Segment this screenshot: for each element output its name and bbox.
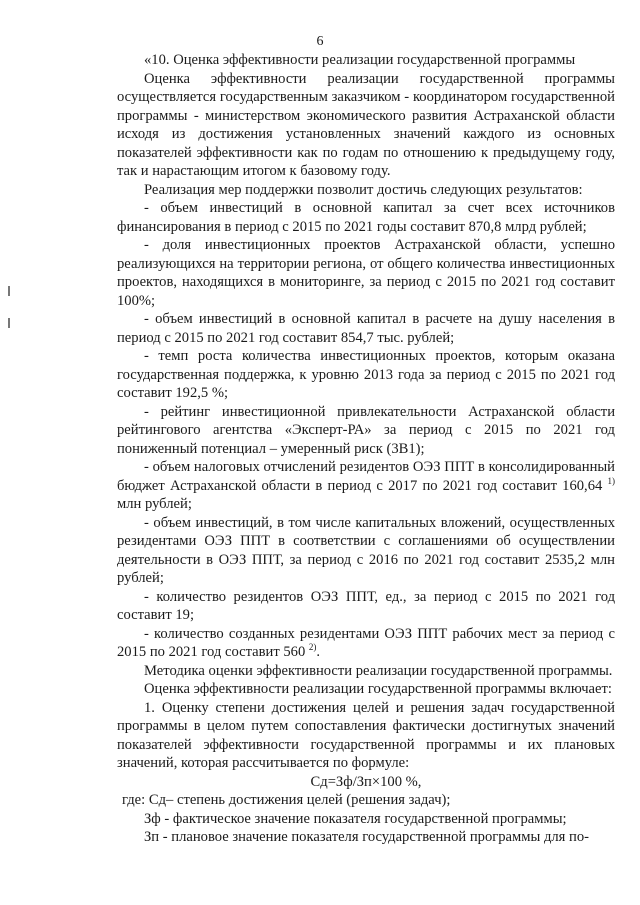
body-paragraph: Оценка эффективности реализации государственной программы осуществляется государственным заказчиком - координатором государственной программы - министерством экономического развития Астраханской области исходя из достижения установленных значений каждого из основных показателей эффективности как по годам по отношению к предыдущему году, так и нарастающим итогом к базовому году. [117, 70, 615, 179]
list-item: - доля инвестиционных проектов Астраханской области, успешно реализующихся на территории региона, от общего количества инвестиционных проектов, находящихся в мониторинге, за период с 2015 по 2021 год составит 100%; [117, 237, 615, 309]
margin-mark [8, 286, 10, 296]
list-item: - рейтинг инвестиционной привлекательности Астраханской области рейтингового агентства «Эксперт-РА» за период с 2015 по 2021 год пониженный потенциал – умеренный риск (3В1); [117, 403, 615, 457]
footnote-ref: 2) [308, 642, 317, 653]
section-heading: «10. Оценка эффективности реализации государственной программы [144, 52, 576, 68]
body-paragraph: Реализация мер поддержки позволит достичь следующих результатов: [144, 181, 583, 198]
document-body [117, 51, 615, 847]
definition: Зп - плановое значение показателя государственной программы для по- [144, 829, 589, 845]
list-item: - объем инвестиций в основной капитал в расчете на душу населения в период с 2015 по 2021 год составит 854,7 тыс. рублей; [117, 311, 615, 346]
list-item: - количество резидентов ОЭЗ ППТ, ед., за период с 2015 по 2021 год составит 19; [117, 588, 615, 623]
list-item: - темп роста количества инвестиционных проектов, которым оказана государственная поддержка, к уровню 2013 года за период с 2015 по 2021 год составит 192,5 %; [117, 348, 615, 401]
list-item: - объем инвестиций в основной капитал за счет всех источников финансирования в период с 2015 по 2021 годы составит 870,8 млрд рублей; [117, 200, 615, 235]
subsection-heading: Методика оценки эффективности реализации государственной программы. [144, 662, 613, 679]
list-item: - объем налоговых отчислений резидентов ОЭЗ ППТ в консолидированный бюджет Астраханской области в период с 2017 по 2021 год составит 160,64 $^{1)}$ млн рублей; [117, 459, 615, 512]
body-paragraph: 1. Оценку степени достижения целей и решения задач государственной программы в целом путем сопоставления фактически достигнутых значений показателей эффективности государственной программы и их плановых значений, которая рассчитывается по формуле: [117, 699, 615, 771]
body-paragraph: Оценка эффективности реализации государственной программы включает: [144, 681, 612, 697]
formula: Сд=Зф/Зп×100 %, [310, 773, 422, 790]
margin-mark [8, 318, 10, 328]
definition: Зф - фактическое значение показателя государственной программы; [144, 810, 567, 827]
list-item: - объем инвестиций, в том числе капитальных вложений, осуществленных резидентами ОЭЗ ППТ в соответствии с соглашениями об осуществлении деятельности в ОЭЗ ППТ, за период с 2016 по 2021 год составит 2535,2 млн рублей; [117, 514, 615, 586]
list-item: - количество созданных резидентами ОЭЗ ППТ рабочих мест за период с 2015 по 2021 год составит 560 $^{2)}$. [117, 625, 615, 660]
page-number: 6 [316, 34, 324, 49]
definition: где: Сд– степень достижения целей (решения задач); [122, 792, 451, 808]
footnote-ref: 1) [607, 475, 615, 486]
